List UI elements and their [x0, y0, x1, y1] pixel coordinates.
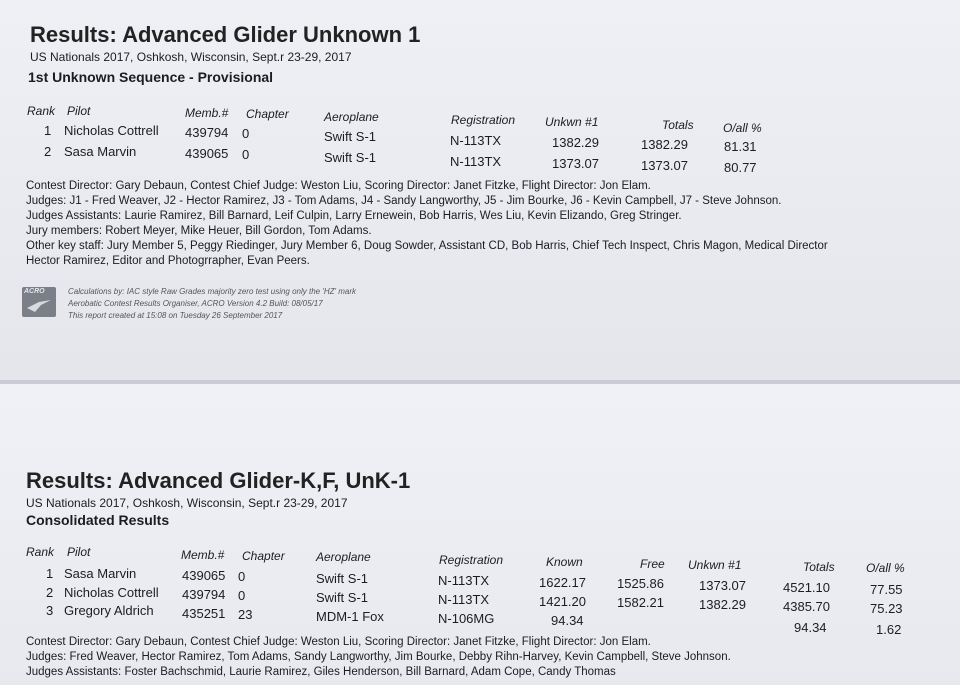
cell-aeroplane: Swift S-1 — [324, 150, 377, 165]
staff-line: Contest Director: Gary Debaun, Contest Chief Judge: Weston Liu, Scoring Director: Janet Fitzke, Flight Director: Jon Elam. — [26, 636, 651, 648]
report-sheet-2 — [0, 384, 960, 685]
cell-known: 1421.20 — [539, 594, 586, 609]
cell-overall: 80.77 — [724, 160, 757, 175]
staff-line: Contest Director: Gary Debaun, Contest Chief Judge: Weston Liu, Scoring Director: Janet Fitzke, Flight Director: Jon Elam. — [26, 180, 651, 192]
header-aeroplane: Aeroplane — [324, 110, 379, 124]
cell-registration: N-113TX — [450, 154, 502, 169]
cell-aeroplane: Swift S-1 — [324, 129, 377, 144]
section-title: Consolidated Results — [26, 512, 170, 528]
cell-registration: N-113TX — [438, 573, 490, 588]
staff-line: Judges Assistants: Laurie Ramirez, Bill Barnard, Leif Culpin, Larry Ernewein, Bob Harris, Wes Liu, Kevin Elizando, Greg Stringer. — [26, 210, 682, 222]
cell-memb: 439065 — [185, 146, 229, 161]
cell-known: 94.34 — [551, 613, 584, 628]
header-unkn1: Unkwn #1 — [545, 115, 599, 129]
cell-free: 1525.86 — [617, 576, 664, 591]
calc-line: Aerobatic Contest Results Organiser, ACRO Version 4.2 Build: 08/05/17 — [68, 299, 323, 308]
header-free: Free — [640, 557, 665, 571]
logo-text: ACRO — [24, 288, 45, 295]
cell-totals: 1382.29 — [641, 137, 688, 152]
header-pilot: Pilot — [67, 104, 91, 118]
report-title: Results: Advanced Glider Unknown 1 — [30, 22, 421, 47]
header-known: Known — [546, 555, 583, 569]
cell-memb: 439065 — [182, 568, 226, 583]
staff-line: Judges: Fred Weaver, Hector Ramirez, Tom Adams, Sandy Langworthy, Jim Bourke, Debby Rihn-Harvey, Kevin Campbell, Steve Johnson. — [26, 651, 731, 663]
header-rank: Rank — [26, 545, 55, 559]
cell-rank: 2 — [46, 585, 54, 600]
header-registration: Registration — [451, 113, 516, 127]
cell-overall: 1.62 — [876, 622, 902, 637]
staff-line: Other key staff: Jury Member 5, Peggy Riedinger, Jury Member 6, Doug Sowder, Assistant CD, Bob Harris, Chief Tech Inspect, Chris Magon, Medical Director — [26, 240, 828, 252]
cell-pilot: Sasa Marvin — [64, 566, 137, 581]
cell-unkn1: 1373.07 — [552, 156, 599, 171]
cell-unkn1: 1382.29 — [552, 135, 599, 150]
staff-line: Judges: J1 - Fred Weaver, J2 - Hector Ramirez, J3 - Tom Adams, J4 - Sandy Langworthy, J5 - Jim Bourke, J6 - Kevin Campbell, J7 - Steve Johnson. — [26, 195, 782, 207]
cell-aeroplane: Swift S-1 — [316, 590, 369, 605]
cell-unkn1: 1373.07 — [699, 578, 746, 593]
cell-chapter: 0 — [242, 147, 250, 162]
staff-line: Jury members: Robert Meyer, Mike Heuer, Bill Gordon, Tom Adams. — [26, 225, 372, 237]
header-totals: Totals — [803, 560, 835, 574]
cell-registration: N-113TX — [450, 133, 502, 148]
cell-pilot: Nicholas Cottrell — [64, 123, 159, 138]
cell-chapter: 23 — [238, 607, 253, 622]
cell-rank: 1 — [46, 566, 54, 581]
cell-known: 1622.17 — [539, 575, 586, 590]
staff-line: Judges Assistants: Foster Bachschmid, Laurie Ramirez, Giles Henderson, Bill Barnard, Adam Cope, Candy Thomas — [26, 666, 616, 678]
cell-registration: N-113TX — [438, 592, 490, 607]
cell-rank: 1 — [44, 123, 52, 138]
cell-totals: 1373.07 — [641, 158, 688, 173]
cell-totals: 4521.10 — [783, 580, 830, 595]
cell-rank: 3 — [46, 603, 54, 618]
cell-registration: N-106MG — [438, 611, 495, 626]
cell-free: 1582.21 — [617, 595, 664, 610]
plane-icon — [25, 296, 53, 314]
cell-overall: 77.55 — [870, 582, 903, 597]
cell-chapter: 0 — [238, 569, 246, 584]
cell-aeroplane: MDM-1 Fox — [316, 609, 384, 624]
header-chapter: Chapter — [246, 107, 289, 121]
calc-line: Calculations by: IAC style Raw Grades majority zero test using only the 'HZ' mark — [68, 287, 357, 296]
cell-overall: 81.31 — [724, 139, 757, 154]
header-overall: O/all % — [866, 561, 905, 575]
header-unkn1: Unkwn #1 — [688, 558, 742, 572]
cell-rank: 2 — [44, 144, 52, 159]
event-subtitle: US Nationals 2017, Oshkosh, Wisconsin, Sept.r 23-29, 2017 — [30, 50, 352, 64]
header-aeroplane: Aeroplane — [316, 550, 371, 564]
header-chapter: Chapter — [242, 549, 285, 563]
section-title: 1st Unknown Sequence - Provisional — [28, 69, 274, 85]
cell-unkn1: 1382.29 — [699, 597, 746, 612]
acro-logo — [22, 287, 56, 317]
header-rank: Rank — [27, 104, 56, 118]
cell-pilot: Sasa Marvin — [64, 144, 137, 159]
header-registration: Registration — [439, 553, 504, 567]
cell-chapter: 0 — [238, 588, 246, 603]
cell-pilot: Gregory Aldrich — [64, 603, 154, 618]
event-subtitle: US Nationals 2017, Oshkosh, Wisconsin, Sept.r 23-29, 2017 — [26, 496, 348, 510]
cell-memb: 439794 — [182, 587, 226, 602]
cell-chapter: 0 — [242, 126, 250, 141]
cell-pilot: Nicholas Cottrell — [64, 585, 159, 600]
header-pilot: Pilot — [67, 545, 91, 559]
cell-overall: 75.23 — [870, 601, 903, 616]
header-overall: O/all % — [723, 121, 762, 135]
report-title: Results: Advanced Glider-K,F, UnK-1 — [26, 468, 411, 493]
header-memb: Memb.# — [181, 548, 225, 562]
cell-totals: 4385.70 — [783, 599, 830, 614]
cell-aeroplane: Swift S-1 — [316, 571, 369, 586]
staff-line: Hector Ramirez, Editor and Photogrrapher, Evan Peers. — [26, 255, 310, 267]
calc-line: This report created at 15:08 on Tuesday 26 September 2017 — [68, 311, 283, 320]
cell-memb: 439794 — [185, 125, 229, 140]
header-totals: Totals — [662, 118, 694, 132]
cell-memb: 435251 — [182, 606, 226, 621]
header-memb: Memb.# — [185, 106, 229, 120]
cell-totals: 94.34 — [794, 620, 827, 635]
